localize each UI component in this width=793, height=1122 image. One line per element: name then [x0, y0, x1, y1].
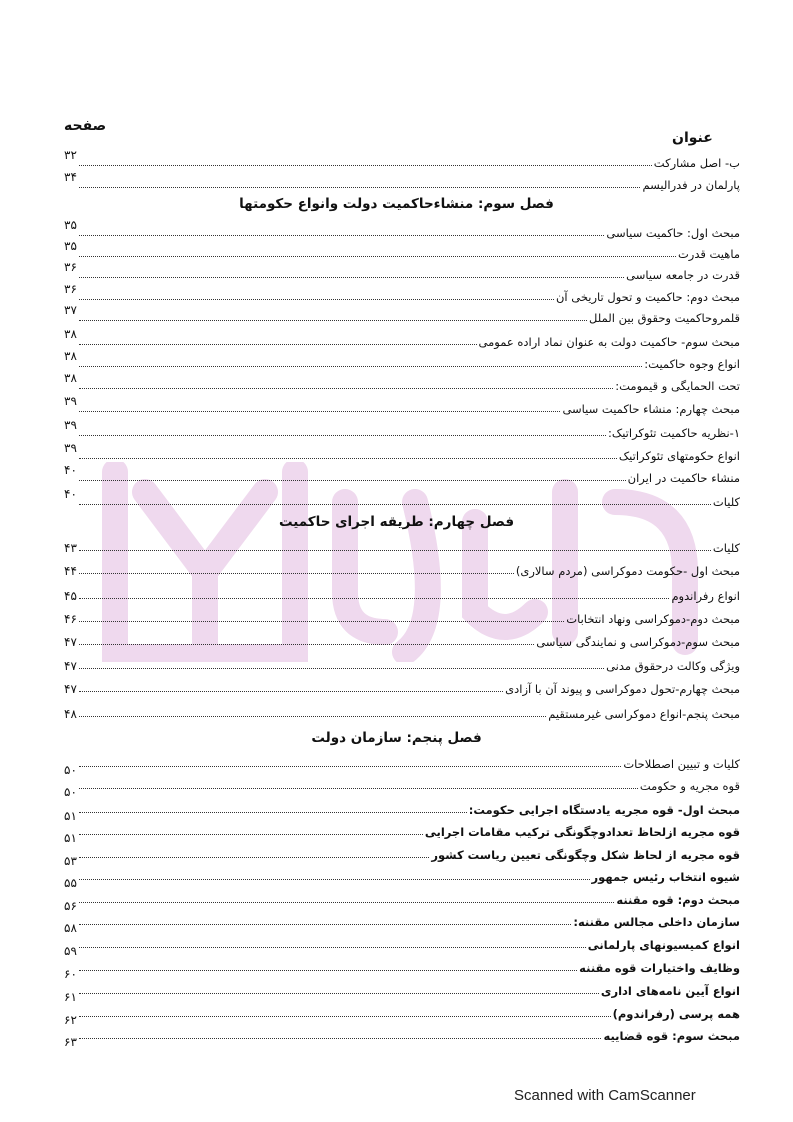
toc-entry [64, 583, 740, 603]
toc-entry [64, 329, 740, 349]
toc-entry [64, 241, 740, 261]
dot-leader [79, 388, 613, 389]
toc-entry [64, 1023, 740, 1049]
toc-entry-title: قدرت در جامعه سیاسی [626, 268, 740, 282]
toc-entry-title: وظایف واختیارات قوه مقننه [579, 961, 740, 975]
dot-leader [79, 902, 614, 903]
toc-entry [64, 305, 740, 325]
toc-entry-page: ۳۵ [64, 218, 77, 232]
toc-entry [64, 373, 740, 393]
toc-entry [64, 887, 740, 913]
toc-entry-page: ۴۰ [64, 463, 77, 477]
toc-entry-title: تحت الحمایگی و قیمومت: [615, 379, 740, 393]
toc-entry-page: ۳۹ [64, 418, 77, 432]
toc-entry-page: ۵۰ [64, 785, 77, 799]
dot-leader [79, 598, 670, 599]
toc-entry-page: ۳۲ [64, 148, 77, 162]
toc-entry-title: همه پرسی (رفراندوم) [612, 1007, 740, 1021]
toc-entry-page: ۴۸ [64, 707, 77, 721]
toc-entry [64, 220, 740, 240]
toc-entry [64, 1001, 740, 1027]
toc-entry-title: ویژگی وکالت درحقوق مدنی [606, 659, 740, 673]
toc-entry-page: ۵۵ [64, 876, 77, 890]
toc-entry-title: ماهیت قدرت [677, 247, 740, 261]
toc-entry [64, 443, 740, 463]
toc-entry-page: ۴۵ [64, 589, 77, 603]
toc-entry-title: پارلمان در فدرالیسم [642, 178, 740, 192]
toc-entry [64, 909, 740, 935]
dot-leader [79, 277, 624, 278]
toc-entry-title: ب- اصل مشارکت [653, 156, 740, 170]
toc-entry-page: ۴۴ [64, 564, 77, 578]
toc-entry-title: مبحث دوم: حاکمیت و تحول تاریخی آن [555, 290, 740, 304]
toc-entry-title: قوه مجریه و حکومت [639, 779, 740, 793]
dot-leader [79, 550, 711, 551]
title-column-header: عنوان [672, 130, 713, 146]
toc-entry-title: مبحث اول- قوه مجریه یادستگاه اجرایی حکومت: [468, 803, 740, 817]
dot-leader [79, 879, 590, 880]
toc-entry [64, 773, 740, 799]
toc-entry-page: ۵۹ [64, 944, 77, 958]
toc-entry-title: قوه مجریه ازلحاظ تعدادوچگونگی ترکیب مقامات اجرایی [424, 825, 740, 839]
dot-leader [79, 435, 606, 436]
toc-entry-title: ۱-نظریه حاکمیت تئوکراتیک: [608, 426, 740, 440]
toc-entry-page: ۳۹ [64, 394, 77, 408]
toc-entry [64, 606, 740, 626]
toc-entry-page: ۴۷ [64, 682, 77, 696]
toc-entry-title: انواع رفراندوم [671, 589, 740, 603]
chapter-heading: فصل پنجم: سازمان دولت [311, 730, 482, 746]
toc-entry [64, 465, 740, 485]
dot-leader [79, 812, 467, 813]
toc-entry-page: ۳۸ [64, 349, 77, 363]
toc-entry-title: انواع آیین نامه‌های اداری [600, 984, 740, 998]
toc-entry-page: ۵۸ [64, 921, 77, 935]
dot-leader [79, 970, 577, 971]
toc-entry [64, 558, 740, 578]
toc-entry-title: مبحث سوم: قوه قضاییه [603, 1029, 740, 1043]
toc-entry [64, 797, 740, 823]
toc-entry-title: انواع حکومتهای تئوکراتیک [618, 449, 740, 463]
toc-entry-title: کلیات [712, 495, 740, 509]
toc-entry-page: ۴۷ [64, 635, 77, 649]
dot-leader [79, 857, 430, 858]
toc-entry [64, 284, 740, 304]
dot-leader [79, 366, 642, 367]
toc-entry-page: ۳۸ [64, 371, 77, 385]
dot-leader [79, 235, 604, 236]
toc-entry [64, 676, 740, 696]
toc-entry [64, 751, 740, 777]
page-column-header: صفحه [64, 118, 107, 134]
toc-entry-page: ۳۷ [64, 303, 77, 317]
dot-leader [79, 947, 586, 948]
dot-leader [79, 1038, 602, 1039]
toc-entry [64, 489, 740, 509]
toc-entry-page: ۵۶ [64, 899, 77, 913]
toc-entry [64, 262, 740, 282]
toc-entry-page: ۶۳ [64, 1035, 77, 1049]
toc-entry-title: قلمروحاکمیت وحقوق بین الملل [589, 311, 740, 325]
toc-entry-page: ۵۳ [64, 854, 77, 868]
toc-entry-page: ۵۱ [64, 809, 77, 823]
toc-entry-page: ۳۸ [64, 327, 77, 341]
dot-leader [79, 668, 604, 669]
chapter-heading: فصل سوم: منشاءحاکمیت دولت وانواع حکومتها [239, 196, 554, 212]
toc-entry-title: مبحث چهارم: منشاء حاکمیت سیاسی [562, 402, 740, 416]
dot-leader [79, 573, 514, 574]
dot-leader [79, 344, 477, 345]
toc-entry-title: مبحث دوم-دموکراسی ونهاد انتخابات [566, 612, 740, 626]
toc-entry-title: قوه مجریه از لحاظ شکل وچگونگی تعیین ریاست کشور [431, 848, 740, 862]
toc-entry-title: مبحث دوم: قوه مقننه [616, 893, 740, 907]
dot-leader [79, 993, 599, 994]
toc-entry-title: مبحث سوم- حاکمیت دولت به عنوان نماد اراده عمومی [478, 335, 740, 349]
dot-leader [79, 411, 561, 412]
toc-entry-title: کلیات و تبیین اصطلاحات [623, 757, 740, 771]
toc-entry-title: شیوه انتخاب رئیس جمهور [591, 870, 740, 884]
dot-leader [79, 788, 638, 789]
toc-entry [64, 653, 740, 673]
toc-entry-title: انواع وجوه حاکمیت: [644, 357, 740, 371]
toc-entry-title: منشاء حاکمیت در ایران [627, 471, 740, 485]
dot-leader [79, 691, 503, 692]
dot-leader [79, 1016, 611, 1017]
toc-entry-title: انواع کمیسیونهای پارلمانی [587, 938, 740, 952]
toc-entry [64, 978, 740, 1004]
toc-entry-page: ۶۲ [64, 1013, 77, 1027]
toc-entry-page: ۴۰ [64, 487, 77, 501]
dot-leader [79, 924, 571, 925]
dot-leader [79, 504, 711, 505]
dot-leader [79, 187, 641, 188]
toc-entry [64, 150, 740, 170]
toc-entry-page: ۶۱ [64, 990, 77, 1004]
toc-entry-page: ۴۶ [64, 612, 77, 626]
toc-entry-page: ۳۵ [64, 239, 77, 253]
toc-entry [64, 396, 740, 416]
toc-entry-title: کلیات [712, 541, 740, 555]
scanner-watermark-text: Scanned with CamScanner [514, 1087, 696, 1104]
dot-leader [79, 320, 587, 321]
toc-entry-page: ۳۹ [64, 441, 77, 455]
toc-entry [64, 819, 740, 845]
toc-entry-title: مبحث اول: حاکمیت سیاسی [606, 226, 740, 240]
toc-entry [64, 351, 740, 371]
dot-leader [79, 716, 546, 717]
toc-entry-page: ۳۴ [64, 170, 77, 184]
toc-entry-title: مبحث سوم-دموکراسی و نمایندگی سیاسی [536, 635, 740, 649]
toc-entry [64, 629, 740, 649]
toc-entry [64, 842, 740, 868]
toc-entry [64, 932, 740, 958]
dot-leader [79, 621, 564, 622]
toc-entry-page: ۵۰ [64, 763, 77, 777]
dot-leader [79, 644, 534, 645]
toc-entry [64, 535, 740, 555]
dot-leader [79, 480, 626, 481]
toc-entry-page: ۵۱ [64, 831, 77, 845]
toc-entry [64, 955, 740, 981]
dot-leader [79, 766, 621, 767]
toc-entry-title: سازمان داخلی مجالس مقننه: [573, 915, 740, 929]
toc-entry-page: ۴۳ [64, 541, 77, 555]
toc-entry-page: ۴۷ [64, 659, 77, 673]
toc-entry-page: ۶۰ [64, 967, 77, 981]
toc-entry [64, 420, 740, 440]
toc-entry [64, 864, 740, 890]
toc-entry-title: مبحث اول -حکومت دموکراسی (مردم سالاری) [515, 564, 740, 578]
toc-entry [64, 701, 740, 721]
dot-leader [79, 256, 676, 257]
chapter-heading: فصل چهارم: طریقه اجرای حاکمیت [278, 514, 515, 530]
dot-leader [79, 834, 423, 835]
toc-entry-page: ۳۶ [64, 282, 77, 296]
toc-entry-page: ۳۶ [64, 260, 77, 274]
dot-leader [79, 299, 554, 300]
dot-leader [79, 458, 617, 459]
toc-entry-title: مبحث پنجم-انواع دموکراسی غیرمستقیم [548, 707, 740, 721]
toc-entry-title: مبحث چهارم-تحول دموکراسی و پیوند آن با آزادی [505, 682, 740, 696]
dot-leader [79, 165, 652, 166]
toc-entry [64, 172, 740, 192]
